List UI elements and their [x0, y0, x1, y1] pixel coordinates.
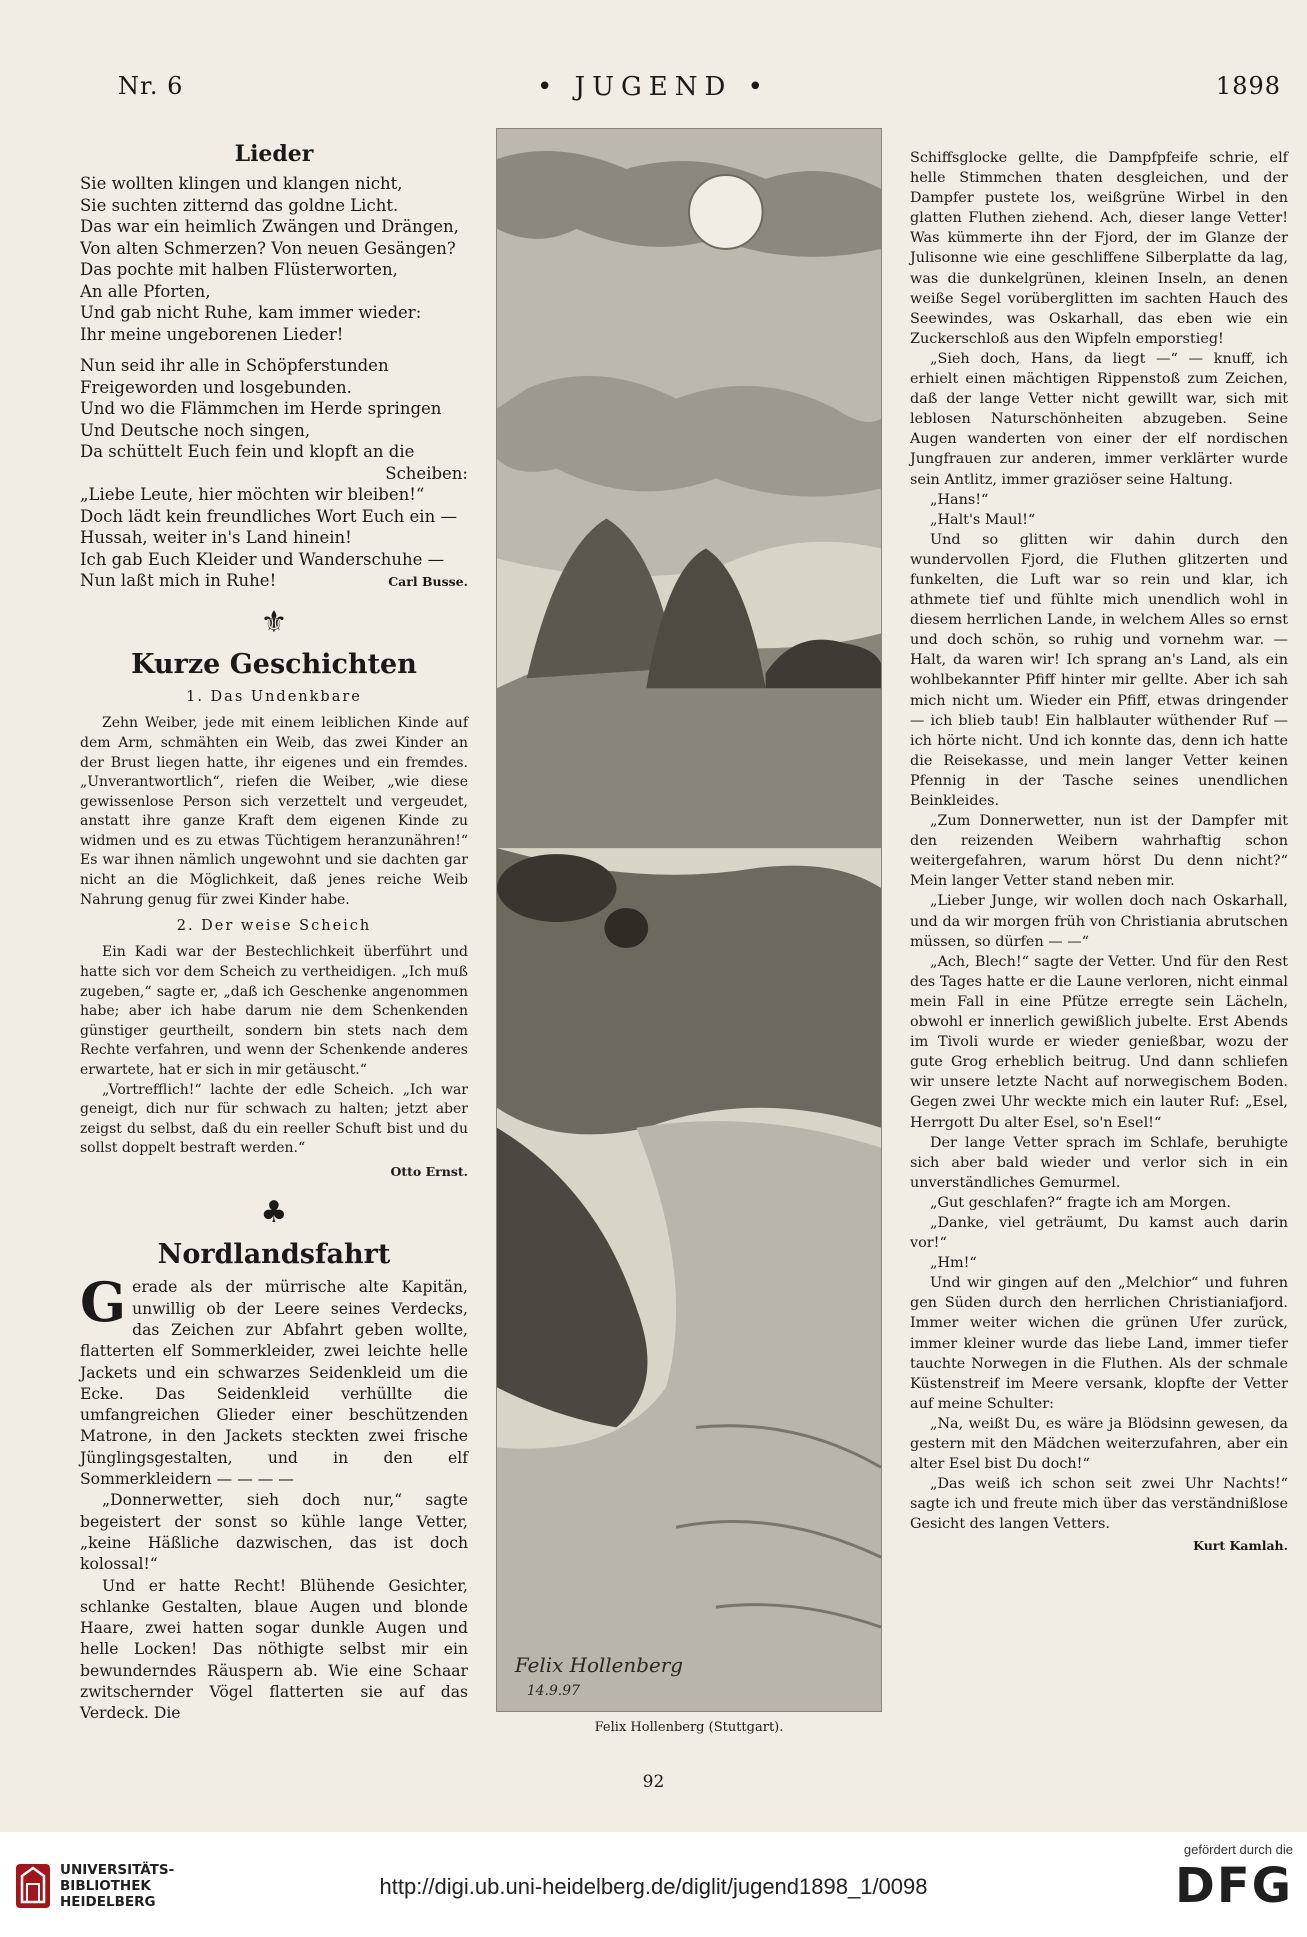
- story-paragraph: „Gut geschlafen?“ fragte ich am Morgen.: [930, 1194, 1231, 1211]
- fleur-de-lis-icon: ⚜: [260, 604, 288, 640]
- illustration: [496, 128, 882, 1712]
- poem-line: Freigeworden und losgebunden.: [80, 377, 352, 397]
- poem-line: Da schüttelt Euch fein und klopft an die: [80, 442, 415, 462]
- artist-signature: Felix Hollenberg: [514, 1654, 683, 1678]
- left-column: [80, 140, 468, 1725]
- poem-line: Doch lädt kein freundliches Wort Euch ein —: [80, 506, 457, 526]
- poem-title: Lieder: [234, 141, 314, 167]
- story-2-text: „Vortrefflich!“ lachte der edle Scheich. „Ich war geneigt, dich nur für schwach zu halten; jetzt aber zeigst du selbst, daß du ein reeller Schuft bist und du sollst doppelt bestraft werden.“: [80, 1081, 468, 1157]
- poem-line: Und Deutsche noch singen,: [80, 420, 311, 440]
- story-paragraph: „Hans!“: [930, 491, 989, 508]
- poem-author: Carl Busse.: [388, 573, 468, 589]
- drop-cap: G: [80, 1270, 127, 1335]
- story-paragraph: „Hm!“: [930, 1255, 977, 1272]
- story-paragraph: Und so glitten wir dahin durch den wundervollen Fjord, die Fluthen glitzerten und funkelten, die Luft war so rein und klar, ich athmete tief und fühlte mich unendlich wohl in diesem herrlichen Lande, in welchem Alles so ernst und doch schön, so ruhig und vornehm war. — Halt, da waren wir! Ich sprang an's Land, als ein wohlbekannter Pfiff hinter mir gellte. Aber ich sah mich nicht um. Wieder ein Pfiff, etwas dringender — ich blieb taub! Ein halblauter wüthender Ruf — ich hörte nicht. Und ich konnte das, denn ich hatte die Reisekasse, und mein langer Vetter keinen Pfennig in der Tasche seines unendlichen Beinkleides.: [910, 531, 1288, 809]
- story-paragraph: „Danke, viel geträumt, Du kamst auch darin vor!“: [910, 1214, 1288, 1252]
- funded-by-label: gefördert durch die: [1183, 1842, 1293, 1857]
- story-opening: [80, 1270, 468, 1724]
- issue-number: Nr. 6: [118, 72, 184, 100]
- bush: [604, 908, 648, 948]
- story-paragraph: „Das weiß ich schon seit zwei Uhr Nachts!“ sagte ich und freute mich über das verständnißlose Gesicht des langen Vetters.: [910, 1476, 1288, 1533]
- artist-date: 14.9.97: [526, 1682, 580, 1700]
- poem-line: Nun laßt mich in Ruhe!: [80, 571, 277, 591]
- poem-line: Das pochte mit halben Flüsterworten,: [80, 260, 398, 280]
- story-paragraph-text: erade als der mürrische alte Kapitän, unwillig ob der Leere seines Verdecks, das Zeichen zur Abfahrt geben wollte, flatterten elf Sommerkleider, zwei leichte helle Jackets und ein schwarzes Seidenkleid um die Ecke. Das Seidenkleid verhüllte die umfangreichen Glieder einer beschützenden Matrone, in den Jackets steckten zwei frische Jünglingsgestalten, und in den elf Sommerkleidern — — — —: [80, 1278, 468, 1489]
- story-paragraph: Und er hatte Recht! Blühende Gesichter, schlanke Gestalten, blaue Augen und blonde Haare, zwei hatten sogar dunkle Augen und helle Locken! Das nöthigte selbst mir ein bewunderndes Räuspern ab. Wie eine Schaar zwitschernder Vögel flatterten sie auf das Verdeck. Die: [80, 1576, 468, 1723]
- poem-line: Nun seid ihr alle in Schöpferstunden: [80, 356, 389, 376]
- story-1-title: 1. Das Undenkbare: [186, 689, 362, 706]
- stories-author: Otto Ernst.: [390, 1163, 468, 1179]
- story-paragraph: „Lieber Junge, wir wollen doch nach Oskarhall, und da wir morgen früh von Christiania abrutschen müssen, so dürfen — —“: [910, 893, 1288, 950]
- poem-line: Von alten Schmerzen? Von neuen Gesängen?: [80, 238, 456, 258]
- library-name-line: HEIDELBERG: [60, 1894, 156, 1910]
- club-icon: ♣: [260, 1195, 288, 1231]
- poem-stanza-2: [80, 355, 468, 592]
- story-paragraph: „Zum Donnerwetter, nun ist der Dampfer mit den reizenden Weibern wahrhaftig schon weitergefahren, warum hörst Du denn nicht?“ Mein langer Vetter stand neben mir.: [910, 813, 1288, 890]
- stories-title: Kurze Geschichten: [131, 648, 417, 680]
- story-2-title: 2. Der weise Scheich: [176, 918, 372, 935]
- page-number: 92: [642, 1772, 665, 1792]
- story-author: Kurt Kamlah.: [1193, 1538, 1288, 1554]
- story-paragraph: Und wir gingen auf den „Melchior“ und fuhren gen Süden durch den herrlichen Christianiafjord. Immer weiter wichen die grünen Ufer zurück, immer kleiner wurde das liebe Land, immer tiefer tauchte Norwegen in die Fluthen. Als der schmale Küstenstreif im Meere versank, klopfte der Vetter auf meine Schulter:: [910, 1275, 1288, 1412]
- dfg-wordmark: DFG: [1174, 1858, 1293, 1914]
- story-paragraph: Schiffsglocke gellte, die Dampfpfeife schrie, elf helle Stimmchen thaten desgleichen, und der Dampfer pustete los, weißgrüne Wirbel in den glatten Fluthen ziehend. Ach, dieser lange Vetter! Was kümmerte ihn der Fjord, der im Glanze der Julisonne wie eine geschliffene Silberplatte da lag, was die dunkelgrünen, kleinen Inseln, an denen weiße Segel vorüberglitten im sachten Hauch des Seewindes, was Oskarhall, das eben wie ein Zuckerschloß aus den Wipfeln emporstieg!: [910, 150, 1288, 347]
- poem-line: Ihr meine ungeborenen Lieder!: [80, 324, 344, 344]
- story-1-text: Zehn Weiber, jede mit einem leiblichen Kinde auf dem Arm, schmähten ein Weib, das zwei Kinder an der Brust liegen hatte, ihr eigenes und ein fremdes. „Unverantwortlich“, riefen die Weiber, „wie diese gewissenlose Person sich verzettelt und vergeudet, anstatt ihre ganze Kraft dem eigenen Kinde zu widmen und es zu etwas Tüchtigem heranzunähren!“ Es war ihnen nämlich ungewohnt und sie dachten gar nicht an die Möglichkeit, daß jenes reiche Weib Nahrung genug für zwei Kinder habe.: [80, 715, 468, 908]
- story-title: Nordlandsfahrt: [157, 1239, 391, 1271]
- poem-line: Hussah, weiter in's Land hinein!: [80, 528, 352, 548]
- moon: [689, 175, 763, 249]
- library-name-line: BIBLIOTHEK: [60, 1878, 151, 1894]
- permalink-url[interactable]: http://digi.ub.uni-heidelberg.de/diglit/jugend1898_1/0098: [379, 1874, 928, 1899]
- poem-line: Sie suchten zitternd das goldne Licht.: [80, 195, 399, 215]
- right-column: [910, 148, 1288, 1557]
- poem-line: Scheiben:: [385, 463, 468, 483]
- story-2-text: Ein Kadi war der Bestechlichkeit überführt und hatte sich vor dem Scheich zu vertheidigen. „Ich muß zugeben,“ sagte er, „daß ich Geschenke angenommen habe; aber ich habe darum nie dem Schenkenden günstiger geurtheilt, sondern bin stets nach dem Rechte verfahren, und wenn der Schenkende anderes erwartete, hat er sich in mir getäuscht.“: [80, 944, 468, 1079]
- journal-title: • JUGEND •: [537, 72, 770, 102]
- poem-line: Das war ein heimlich Zwängen und Drängen,: [80, 217, 459, 237]
- poem-line: An alle Pforten,: [80, 281, 211, 301]
- bush: [497, 854, 616, 922]
- story-paragraph: [80, 1270, 468, 1490]
- landscape-drawing: [497, 129, 881, 1711]
- story-paragraph: „Ach, Blech!“ sagte der Vetter. Und für den Rest des Tages hatte er die Laune verloren, nicht einmal mein Fall in eine Pfütze erregte sein Lächeln, obwohl er innerlich gewißlich jubelte. Erst Abends im Tivoli wurde er wieder genießbar, wozu der gute Grog erheblich beitrug. Und dann schliefen wir unsere letzte Nacht auf norwegischem Boden. Gegen zwei Uhr weckte mich ein lauter Ruf: „Esel, Herrgott Du alter Esel, so'n Esel!“: [910, 953, 1288, 1131]
- poem-stanza-1: [80, 173, 468, 345]
- story-paragraph: „Na, weißt Du, es wäre ja Blödsinn gewesen, da gestern mit den Mädchen weiterzufahren, aber ein alter Esel bist Du doch!“: [910, 1415, 1288, 1473]
- stories-section: [80, 687, 468, 1182]
- poem-line: „Liebe Leute, hier möchten wir bleiben!“: [80, 485, 425, 505]
- story-paragraph: „Sieh doch, Hans, da liegt —“ — knuff, ich erhielt einen mächtigen Rippenstoß zum Zeichen, daß der lange Vetter nicht gewillt war, sich mit leblosen Naturschönheiten abzugeben. Seine Augen wanderten von einer der elf nordischen Jungfrauen zur anderen, immer verklärter wurde sein Antlitz, immer graziöser seine Haltung.: [910, 350, 1288, 488]
- poem-line: Ich gab Euch Kleider und Wanderschuhe —: [80, 549, 445, 569]
- poem-line: Und wo die Flämmchen im Herde springen: [80, 399, 442, 419]
- poem-line: Und gab nicht Ruhe, kam immer wieder:: [80, 303, 422, 323]
- dfg-logo[interactable]: [1175, 1842, 1293, 1915]
- story-paragraph: Der lange Vetter sprach im Schlafe, beruhigte sich aber bald wieder und verlor sich in ein unverständliches Gemurmel.: [910, 1134, 1288, 1191]
- story-paragraph: „Donnerwetter, sieh doch nur,“ sagte begeistert der sonst so kühle lange Vetter, „keine Häßliche dazwischen, das ist doch kolossal!“: [80, 1491, 468, 1574]
- poem-line: Sie wollten klingen und klangen nicht,: [80, 174, 403, 194]
- story-paragraph: „Halt's Maul!“: [930, 511, 1036, 528]
- footer: [0, 1832, 1307, 1937]
- illustration-caption: Felix Hollenberg (Stuttgart).: [594, 1720, 784, 1735]
- year: 1898: [1215, 72, 1281, 100]
- library-name-line: UNIVERSITÄTS-: [60, 1862, 175, 1878]
